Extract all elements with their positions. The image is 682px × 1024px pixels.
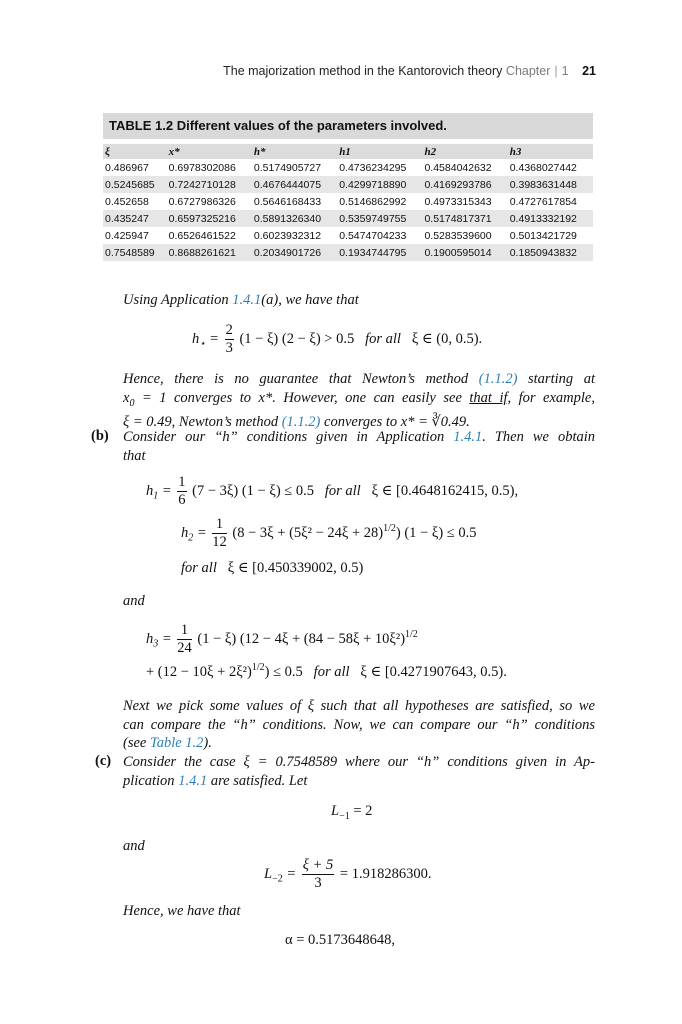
equation-rhs-tail: ) (1 − ξ) ≤ 0.5 [395, 524, 477, 541]
text: plication [123, 772, 179, 789]
line: can compare the “h” conditions. Now, we can compare our “h” conditions [123, 716, 595, 733]
table-cell: 0.4973315343 [424, 195, 492, 208]
table-row [103, 210, 593, 227]
table-cell: 0.6978302086 [168, 161, 236, 174]
fraction [225, 322, 234, 357]
equation-hstar: $h_⋆$ = $\frac{2}{3}$ (1 − ξ) (2 − ξ) > 0.5 for all ξ ∈ (0, 0.5). [192, 322, 483, 356]
symbol: L [264, 865, 273, 882]
text: are satisfied. Let [207, 772, 308, 789]
text: that [123, 447, 146, 464]
equation-rhs: = 1.918286300. [339, 865, 432, 882]
denominator: 3 [225, 340, 233, 356]
table-header-row [103, 144, 593, 159]
application-ref-link[interactable]: 1.4.1 [178, 772, 208, 789]
table-cell: 0.5646168433 [253, 195, 322, 208]
application-ref-link[interactable]: 1.4.1 [232, 292, 262, 308]
equation-ref-link[interactable]: (1.1.2) [478, 371, 518, 387]
table-cell: 0.8688261621 [167, 244, 252, 261]
text: (a), we have that [261, 292, 359, 308]
text: ξ = 0.49, Newton’s method [123, 413, 282, 430]
table-cell: 0.5174817371 [422, 210, 507, 227]
subscript: −1 [339, 810, 350, 822]
for-all-text: for all [324, 482, 361, 499]
exponent: 1/2 [251, 662, 265, 673]
fraction [212, 516, 227, 551]
table-cell: 0.486967 [105, 161, 149, 174]
table-cell: 0.5245685 [103, 176, 167, 193]
text: for example, [511, 389, 595, 406]
table-ref-link[interactable]: Table 1.2 [149, 735, 204, 751]
text: Consider our “h” conditions given in Application [123, 429, 454, 445]
table-cell: 0.435247 [103, 210, 167, 227]
equation-rhs: α = 0.5173648648, [285, 932, 396, 948]
equation-rhs: = 2 [349, 803, 373, 819]
line [123, 447, 595, 466]
exponent: 1/2 [383, 523, 396, 534]
table-caption [103, 113, 593, 139]
table-cell: 0.4727617854 [509, 195, 577, 208]
table-caption-label: TABLE 1.2 [109, 118, 174, 133]
application-ref-link[interactable]: 1.4.1 [453, 429, 483, 445]
denominator: 24 [177, 640, 192, 656]
data-table [103, 144, 593, 261]
table-cell: 0.4736234295 [339, 161, 407, 174]
numerator: 1 [177, 622, 192, 640]
equation-domain: ξ ∈ [0.4271907643, 0.5). [360, 663, 507, 680]
denominator: 3 [314, 875, 322, 891]
table-cell: 0.6597325216 [167, 210, 252, 227]
text: converges to x* = ∛0.49. [320, 413, 470, 430]
line [123, 772, 595, 791]
equation-ref-link[interactable]: (1.1.2) [281, 413, 321, 430]
table-cell: 0.2034901726 [252, 244, 337, 261]
table-cell: 0.5174905727 [253, 161, 322, 174]
text: starting at [517, 371, 595, 387]
table-cell: 0.452658 [105, 195, 149, 208]
equation-domain: ξ ∈ [0.4648162415, 0.5), [371, 482, 519, 499]
text: that if, [469, 389, 512, 406]
paragraph-hence: Hence, we have that [123, 903, 241, 919]
symbol: L [331, 803, 340, 819]
table-cell: 0.4169293786 [422, 176, 507, 193]
equation-h2-domain [181, 560, 363, 577]
equation-h1: $h_1$ = $\frac{1}{6}$ (7 − 3ξ) (1 − ξ) ≤ 0.5 for all ξ ∈ [0.4648162415, 0.5), [146, 474, 519, 508]
paragraph-b [123, 428, 595, 465]
table-row [103, 227, 593, 244]
paragraph-next-we-pick [123, 697, 595, 753]
col-h3: h3 [508, 144, 593, 159]
table-cell: 0.7242710128 [167, 176, 252, 193]
line: $x_0 = 1$ converges to x*. However, one can easily see that if, for example, [123, 389, 595, 409]
table-row [103, 193, 593, 210]
table-row [103, 176, 593, 193]
equation-rhs: (7 − 3ξ) (1 − ξ) ≤ 0.5 [192, 482, 314, 499]
table-cell: 0.5474704233 [339, 229, 407, 242]
for-all-text: for all [313, 663, 350, 680]
equation-rhs: (1 − ξ) (2 − ξ) > 0.5 [239, 330, 355, 347]
col-h1: h1 [337, 144, 422, 159]
table-cell: 0.3983631448 [508, 176, 593, 193]
equation-h3: $h_3$ = $\frac{1}{24}$ (1 − ξ) ($12 - 4\xi + (84 - 58\xi + 10\xi^2)^{1/2}$ [146, 622, 418, 656]
line: Next we pick some values of ξ such that all hypotheses are satisfied, so we [123, 698, 595, 714]
col-xstar: x* [167, 144, 252, 159]
item-label-c: (c) [95, 753, 112, 769]
table-cell: 0.425947 [105, 229, 149, 242]
header-separator: | [554, 64, 558, 78]
fraction [177, 622, 192, 657]
line [123, 370, 595, 389]
parameter-table [103, 113, 593, 261]
equation-h3-line2 [146, 662, 507, 681]
table-cell: 0.7548589 [103, 244, 167, 261]
col-xi: ξ [103, 144, 167, 159]
subscript: −2 [272, 873, 283, 885]
col-hstar: h* [252, 144, 337, 159]
header-chapter-number: 1 [561, 64, 569, 78]
denominator: 12 [212, 534, 227, 550]
equation-rhs: + (12 − 10ξ + 2ξ²) [146, 663, 252, 680]
fraction [302, 857, 335, 892]
denominator: 6 [178, 492, 186, 508]
table-cell: 0.6023932312 [253, 229, 322, 242]
line [123, 428, 595, 447]
table-cell: 0.6526461522 [168, 229, 236, 242]
header-chapter-label: Chapter [505, 64, 551, 78]
header-title: The majorization method in the Kantorovich theory [223, 64, 503, 78]
table-cell: 0.4584042632 [424, 161, 492, 174]
equation-domain: ξ ∈ (0, 0.5). [411, 330, 483, 347]
table-row [103, 159, 593, 176]
table-cell: 0.4299718890 [337, 176, 422, 193]
equation-rhs-tail: ) ≤ 0.5 [264, 663, 303, 680]
numerator: ξ + 5 [302, 857, 334, 873]
running-header [0, 64, 596, 78]
equation-L-minus-2: $L_{-2}$ = $\frac{\xi + 5}{3}$ = 1.918286300. [264, 857, 432, 891]
paragraph-no-guarantee [123, 370, 595, 431]
equation-h2: $h_2$ = $\frac{1}{12}$ $(8 - 3\xi + (5\xi^2 - 24\xi + 28)^{1/2})$ (1 − ξ) ≤ 0.5 [181, 516, 477, 550]
fraction [177, 474, 186, 509]
text: converges to x*. However, one can easily see [166, 389, 470, 406]
table-caption-text: Different values of the parameters involved. [176, 118, 447, 133]
equation-domain: ξ ∈ [0.450339002, 0.5) [227, 560, 364, 576]
and-text: and [123, 838, 145, 854]
table-cell: 0.5891326340 [252, 210, 337, 227]
equation-rhs: (8 − 3ξ + (5ξ² − 24ξ + 28) [232, 524, 384, 541]
for-all-text: for all [365, 330, 401, 347]
and-text: and [123, 593, 145, 609]
equation-L-minus-1 [331, 803, 372, 822]
table-row [103, 244, 593, 261]
table-cell: 0.1850943832 [508, 244, 593, 261]
numerator: 1 [212, 516, 227, 534]
table-cell: 0.1934744795 [337, 244, 422, 261]
numerator: 2 [225, 322, 233, 338]
exponent: 1/2 [405, 629, 418, 640]
for-all-text: for all [181, 560, 217, 576]
equation-rhs: (1 − ξ) (12 − 4ξ + (84 − 58ξ + 10ξ²) [197, 630, 406, 647]
item-label-b: (b) [91, 428, 109, 444]
table-cell: 0.5283539600 [424, 229, 492, 242]
col-h2: h2 [422, 144, 507, 159]
line: Consider the case ξ = 0.7548589 where our “h” conditions given in Ap- [123, 754, 595, 770]
numerator: 1 [178, 474, 186, 490]
text: (see [123, 735, 150, 751]
text: Using Application [123, 292, 233, 308]
table-cell: 0.4368027442 [509, 161, 577, 174]
table-cell: 0.6727986326 [168, 195, 236, 208]
table-cell: 0.5013421729 [509, 229, 577, 242]
text: ). [203, 735, 212, 751]
page-number: 21 [582, 64, 596, 78]
text: Hence, there is no guarantee that Newton’s method [123, 371, 479, 387]
text: . Then we obtain [482, 429, 595, 445]
table-cell: 0.4676444075 [252, 176, 337, 193]
table-cell: 0.1900595014 [422, 244, 507, 261]
table-cell: 0.5146862992 [339, 195, 407, 208]
paragraph-using-application [123, 291, 359, 310]
line [123, 734, 595, 753]
equation-alpha [285, 932, 395, 949]
table-cell: 0.5359749755 [337, 210, 422, 227]
paragraph-c [123, 753, 595, 790]
table-cell: 0.4913332192 [508, 210, 593, 227]
